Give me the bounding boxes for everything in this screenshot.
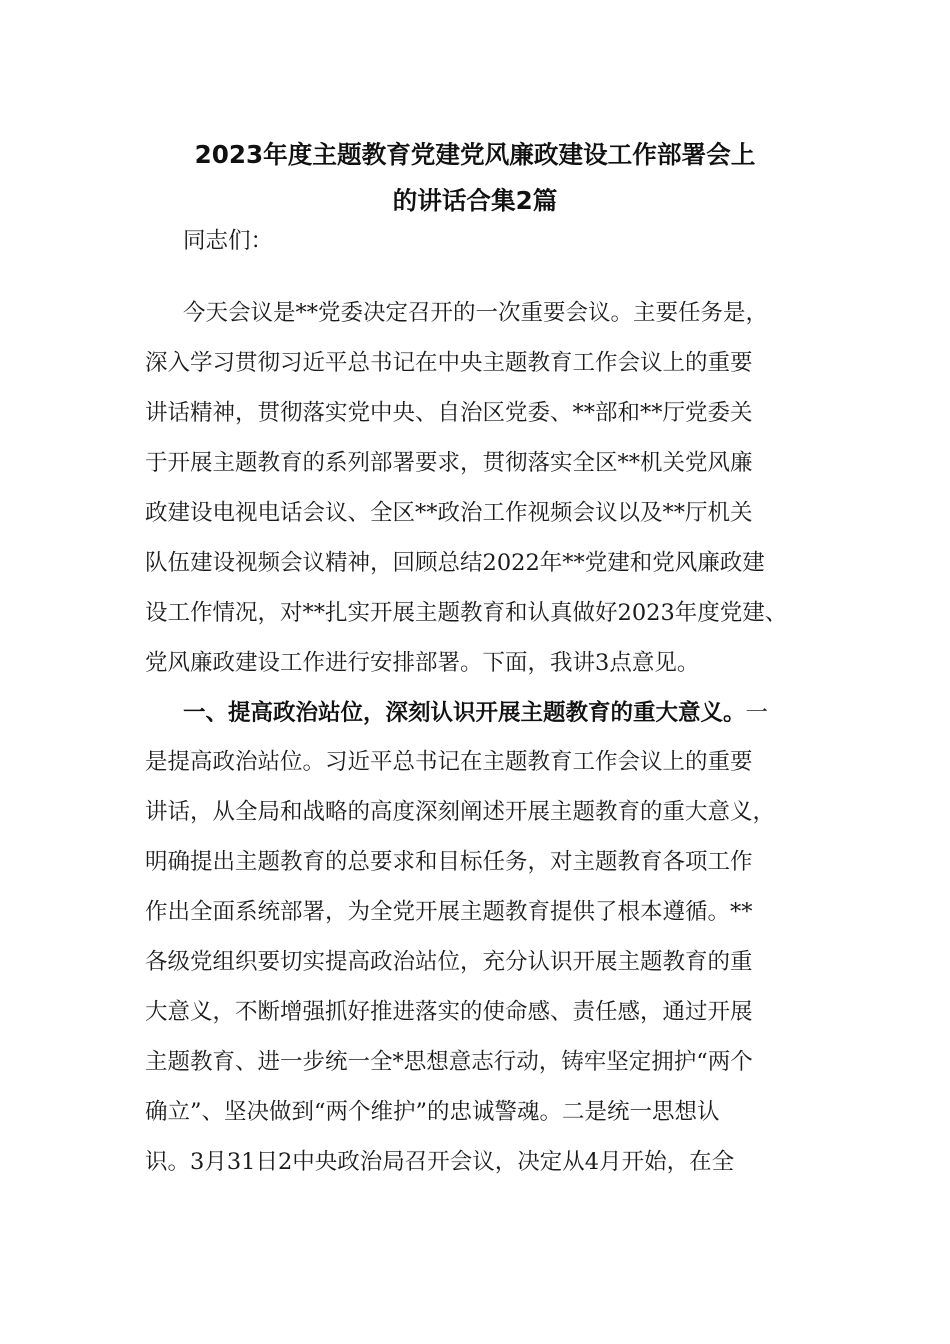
- section-1-line-6: 大意义，不断增强抓好推进落实的使命感、责任感，通过开展: [145, 999, 753, 1025]
- document-title-line-1: 2023年度主题教育党建党风廉政建设工作部署会上: [194, 140, 756, 169]
- intro-line-7: 设工作情况，对**扎实开展主题教育和认真做好2023年度党建、: [145, 600, 788, 626]
- section-1-heading-line: [183, 698, 768, 728]
- section-1-line-7: 主题教育、进一步统一全*思想意志行动，铸牢坚定拥护“两个: [145, 1049, 753, 1075]
- section-1-line-9: 识。3月31日2中央政治局召开会议，决定从4月开始，在全: [145, 1149, 735, 1175]
- section-1-line-3: 明确提出主题教育的总要求和目标任务，对主题教育各项工作: [145, 849, 753, 875]
- section-1-line-8: 确立”、坚决做到“两个维护”的忠诚警魂。二是统一思想认: [145, 1099, 720, 1125]
- section-1-heading: 一、提高政治站位，深刻认识开展主题教育的重大意义。: [183, 700, 746, 726]
- section-1-line-4: 作出全面系统部署，为全党开展主题教育提供了根本遵循。**: [145, 899, 753, 925]
- salutation: 同志们：: [183, 228, 274, 254]
- intro-line-3: 讲话精神，贯彻落实党中央、自治区党委、**部和**厅党委关: [145, 400, 753, 426]
- intro-line-2: 深入学习贯彻习近平总书记在中央主题教育工作会议上的重要: [145, 350, 753, 376]
- intro-line-1: 今天会议是**党委决定召开的一次重要会议。主要任务是，: [183, 300, 769, 326]
- section-1-line-1: 是提高政治站位。习近平总书记在主题教育工作会议上的重要: [145, 749, 753, 775]
- intro-line-5: 政建设电视电话会议、全区**政治工作视频会议以及**厅机关: [145, 500, 753, 526]
- section-1-heading-tail: 一: [745, 700, 769, 726]
- intro-line-6: 队伍建设视频会议精神，回顾总结2022年**党建和党风廉政建: [145, 550, 765, 576]
- section-1-line-2: 讲话，从全局和战略的高度深刻阐述开展主题教育的重大意义，: [145, 799, 776, 825]
- document-title-line-2: 的讲话合集2篇: [392, 186, 558, 215]
- intro-line-4: 于开展主题教育的系列部署要求，贯彻落实全区**机关党风廉: [145, 450, 753, 476]
- intro-line-8: 党风廉政建设工作进行安排部署。下面，我讲3点意见。: [145, 650, 700, 676]
- section-1-line-5: 各级党组织要切实提高政治站位，充分认识开展主题教育的重: [145, 949, 753, 975]
